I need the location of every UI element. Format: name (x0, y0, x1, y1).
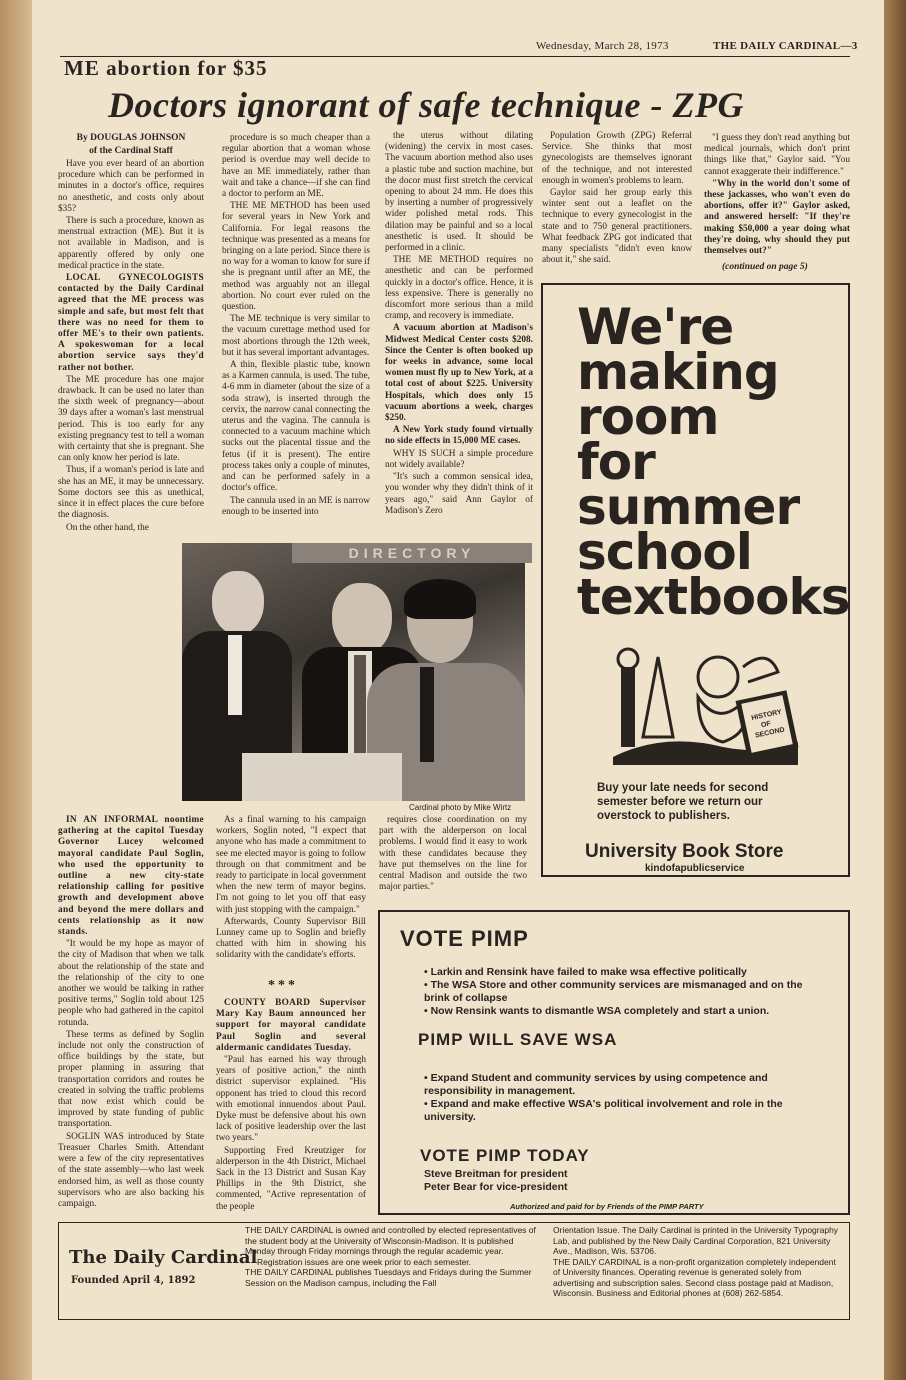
paragraph: The ME technique is very similar to the vacuum curettage method used for most abortions through the 12th week, but it has several important advantages. (222, 314, 370, 358)
article-column-3 (385, 131, 533, 541)
masthead-title: The Daily Cardinal (69, 1247, 258, 1268)
bullet-item: • Expand Student and community services by using competence and responsibility in management. (424, 1072, 768, 1097)
headline-line: We're (577, 298, 734, 356)
left-page-fold (0, 0, 32, 1380)
shirt (228, 635, 242, 715)
headline-line: room (577, 388, 719, 446)
paragraph: IN AN INFORMAL noontime gathering at the capitol Tuesday Governor Lucey welcomed mayoral candidate Paul Soglin, who used the opportunity to outline a new city-state relationship calling for positive growth and development above and beyond the mere dollars and cents relationship as it now stands. (58, 815, 204, 938)
founded-date: Founded April 4, 1892 (71, 1275, 196, 1286)
hair (404, 579, 476, 619)
binding-edge (884, 0, 906, 1380)
tie (420, 667, 434, 762)
paragraph: "Why in the world don't some of these jackasses, who won't even do abortions, offer it?" Gaylor asked, and answered herself: "If they're making $50,000 a year doing what they're doing, why should they put themselves out?" (704, 178, 850, 257)
info-paragraph: THE DAILY CARDINAL is owned and controlled by elected representatives of the student body at the University of Wisconsin-Madison. It is published Monday through Friday mornings through the regular academic year. (245, 1225, 536, 1256)
paragraph: "Paul has earned his way through years of positive action," the ninth district supervisor explained. "His opponent has tried to cloud this record with emotional innuendos about Paul. Dyke must be defensive about his own lack of positive leadership over the last two years." (216, 1055, 366, 1144)
masthead-box (58, 1222, 850, 1320)
paragraph: THE ME METHOD has been used for several years in New York and California. For legal reasons the technique was presented as a means for bringing on a late period. Since there is no way for a woman to know for sure if she is pregnant until after an ME, the method was arguably not an illegal abortion. No court ever ruled on the question. (222, 201, 370, 313)
paragraph: The cannula used in an ME is narrow enough to be inserted into (222, 495, 370, 517)
bullet-item: • Expand and make effective WSA's political involvement and role in the university. (424, 1098, 783, 1123)
byline: By DOUGLAS JOHNSON (76, 133, 186, 143)
person-head (332, 583, 392, 655)
headline-line: making (577, 343, 779, 401)
article-column-5 (704, 133, 850, 263)
paragraph: A New York study found virtually no side effects in 15,000 ME cases. (385, 425, 533, 447)
pimp-party-ad (378, 910, 850, 1215)
candidate: Steve Breitman for president (424, 1168, 568, 1180)
article-column-4 (542, 131, 692, 276)
candidates (424, 1168, 568, 1194)
paragraph: LOCAL GYNECOLOGISTS contacted by the Daily Cardinal agreed that the ME process was simple and safe, but most felt that there was no need for them to offer ME's to their own patients. A spokeswoman for a local abortion service says they'd rather not bother. (58, 273, 204, 373)
paragraph: The ME procedure has one major drawback. It can be used no later than the sixth week of pregnancy—about 39 days after a woman's last menstrual period. This is too early for any existing pregnancy test to tell a woman with certainty that she is pregnant. She can only know her period is late. (58, 374, 204, 464)
headline-line: for (577, 433, 655, 491)
paragraph: "It's such a common sensical idea, you wonder why they didn't think of it years ago," said Ann Gaylor of Madison's Zero (385, 472, 533, 516)
headline-line: textbooks (577, 568, 850, 626)
tie (354, 655, 366, 765)
save-wsa-title: PIMP WILL SAVE WSA (418, 1030, 618, 1049)
paragraph: On the other hand, the (66, 522, 149, 533)
promises-list (424, 1072, 824, 1124)
paragraph: SOGLIN WAS introduced by State Treasuer Charles Smith. Attendant were a few of the city representatives of the state assembly—who last week endorsed him, as well as those county supervisors who are also backing his campaign. (58, 1131, 204, 1209)
page-header: THE DAILY CARDINAL—3 (713, 40, 858, 52)
story2-column-1 (58, 815, 204, 1209)
bullet-item: • Larkin and Rensink have failed to make wsa effective politically (424, 966, 747, 978)
bookstore-ad (541, 283, 850, 877)
info-paragraph: THE DAILY CARDINAL is a non-profit organization completely independent of University finances. Operating revenue is generated solely from advertising and subscription sales. Second class postage paid at Madison, Wisconsin. Business and Editorial phones at (608) 262-5854. (553, 1256, 836, 1298)
byline-staff: of the Cardinal Staff (89, 146, 173, 156)
info-paragraph: Registration issues are one week prior to each semester. (257, 1256, 472, 1267)
paragraph: the uterus without dilating (widening) the cervix in most cases. The vacuum abortion method also uses a plastic tube and suction machine, but the docor must first stretch the cervical opening to about 24 mm. He does this by inserting a number of progressively wider polished metal rods. This dilation may be painful and so a local anesthetic is used. It should be performed in a clinic. (385, 131, 533, 254)
paragraph: WHY IS SUCH a simple procedure not widely available? (385, 448, 533, 470)
bullet-item: • The WSA Store and other community services are mismanaged and on the brink of collapse (424, 979, 803, 1004)
paragraph: These terms as defined by Soglin include not only the construction of office buildings by the state, but proper planning in assuring that transportation corridors and routes be created in solving the traffic problems that now exist which could be improved by state funding of public transportation. (58, 1029, 204, 1130)
book-title-line: OF (760, 720, 772, 730)
paragraph: Afterwards, County Supervisor Bill Lunney came up to Soglin and briefly chatted with him in showing his solidarity with the candidate's efforts. (216, 916, 366, 961)
bullet-item: • Now Rensink wants to dismantle WSA completely and start a union. (424, 1005, 770, 1017)
book-title-line: SECOND (754, 726, 786, 740)
masthead-info-2 (553, 1225, 843, 1299)
info-paragraph: Orientation Issue. The Daily Cardinal is printed in the University Typography Lab, and published by the New Daily Cardinal Corporation, 821 University Ave., Madison, Wis. 53706. (553, 1225, 839, 1256)
continued-note: (continued on page 5) (722, 262, 808, 272)
complaints-list (424, 966, 824, 1018)
ad-body: Buy your late needs for second semester before we return our overstock to publishers. (597, 782, 769, 822)
cherub-illustration (603, 637, 803, 767)
photo-credit: Cardinal photo by Mike Wirtz (409, 803, 512, 812)
headline-line: summer (577, 478, 800, 536)
vote-today-title: VOTE PIMP TODAY (420, 1146, 590, 1165)
article-kicker: ME abortion for $35 (64, 56, 268, 80)
story2-column-2b (216, 998, 366, 1212)
paragraph: "It would be my hope as mayor of the city of Madison that when we talk about the relationship of the state and the relationship of the city to one another we would be talking in rather positive terms," Soglin told about 125 people who had gathered in the capitol rotunda. (58, 939, 204, 1028)
paragraph: Have you ever heard of an abortion procedure which can be performed in minutes in a doctor's office, requires no anesthetic, and costs only about $35? (58, 159, 204, 214)
paragraph: There is such a procedure, known as menstrual extraction (ME). But it is not available in Madison, and is apparently offered by only one medical practice in the state. (58, 216, 204, 271)
store-name: University Book Store (585, 841, 784, 862)
news-photo (182, 543, 525, 801)
person-head (212, 571, 264, 635)
masthead-info-1 (245, 1225, 541, 1288)
ad-headline (577, 298, 850, 626)
paragraph: A thin, flexible plastic tube, known as a Karmen cannula, is used. The tube, 4-6 mm in diameter (about the size of a soda straw), is inserted through the cervix, the narrow canal connecting the uterus and the vagina. The cannula is connected to a vacuum machine which sucks out the placental tissue and the fetus (if it is present). The entire process takes only a couple of minutes, and can be performed safely in a doctor's office. (222, 360, 370, 494)
section-divider: *** (268, 978, 298, 993)
article-column-2 (222, 133, 370, 533)
paragraph: Thus, if a woman's period is late and she has an ME, it may be unnecessary. Some doctors see this as unethical, since it in effect places the cure before the diagnosis. (58, 465, 204, 521)
story2-column-2a (216, 815, 366, 978)
story2-column-3 (379, 815, 527, 905)
article-column-1 (58, 133, 204, 533)
paragraph: Gaylor said her group early this winter sent out a leaflet on the technique to every gynecologist in the state and to 750 general practitioners. What feedback ZPG got indicated that many specialists "didn't even know about it," she said. (542, 188, 692, 266)
paragraph: Supporting Fred Kreutziger for alderperson in the 4th District, Michael Sack in the 13 District and Susan Kay Phillips in the 9th District, she commented, "Active representation of the people (216, 1145, 366, 1212)
paragraph: As a final warning to his campaign workers, Soglin noted, "I expect that anyone who has made a commitment to see me elected mayor is going to follow through on that commitment and be ready to participate in local government when the new term of mayor begins. I'm not going to let you off that easy with just stopping with the campaign." (216, 815, 366, 915)
photo-sign: DIRECTORY (292, 543, 532, 563)
book-title-line: HISTORY (750, 708, 783, 723)
issue-date: Wednesday, March 28, 1973 (536, 40, 669, 52)
info-paragraph: THE DAILY CARDINAL publishes Tuesdays and Fridays during the Summer Session on the Madison campus, including the Fall (245, 1267, 532, 1288)
paragraph: COUNTY BOARD Supervisor Mary Kay Baum announced her support for mayoral candidate Paul Soglin and several aldermanic candidates Tuesday. (216, 998, 366, 1053)
papers (242, 753, 402, 801)
authorization-note: Authorized and paid for by Friends of the PIMP PARTY (510, 1202, 704, 1211)
store-slogan: kindofapublicservice (645, 863, 745, 874)
paragraph: THE ME METHOD requires no anesthetic and can be performed quickly in a doctor's office. Hence, it is less expensive. There is generally no discomfort more serious than a mild cramp, and recovery is immediate. (385, 255, 533, 322)
candidate: Peter Bear for vice-president (424, 1181, 568, 1193)
headline-line: school (577, 523, 752, 581)
vote-pimp-title: VOTE PIMP (400, 926, 529, 951)
paragraph: A vacuum abortion at Madison's Midwest Medical Center costs $208. Since the Center is often booked up for weeks in advance, some local women must fly up to New York, at a total cost of about $225. University Hospitals, which does only 15 vacuum abortions a week, charges $250. (385, 323, 533, 424)
paragraph: requires close coordination on my part with the alderperson on local problems. I would find it easy to work with these candidates because they have put themselves on the line for central Madison and outside the two major parties." (379, 815, 527, 893)
paragraph: Population Growth (ZPG) Referral Service. She thinks that most gynecologists are themselves ignorant of the technique, and not interested enough in women's problems to learn. (542, 131, 692, 186)
article-headline: Doctors ignorant of safe technique - ZPG (108, 85, 744, 125)
paragraph: "I guess they don't read anything but medical journals, which don't print things like that," Gaylor said. "You cannot exaggerate their indifference." (704, 133, 850, 177)
paragraph: procedure is so much cheaper than a regular abortion that a woman whose period is overdue may well decide to have an ME immediately, rather than wait and take a chance—if she can find a doctor to perform an ME. (222, 133, 370, 200)
